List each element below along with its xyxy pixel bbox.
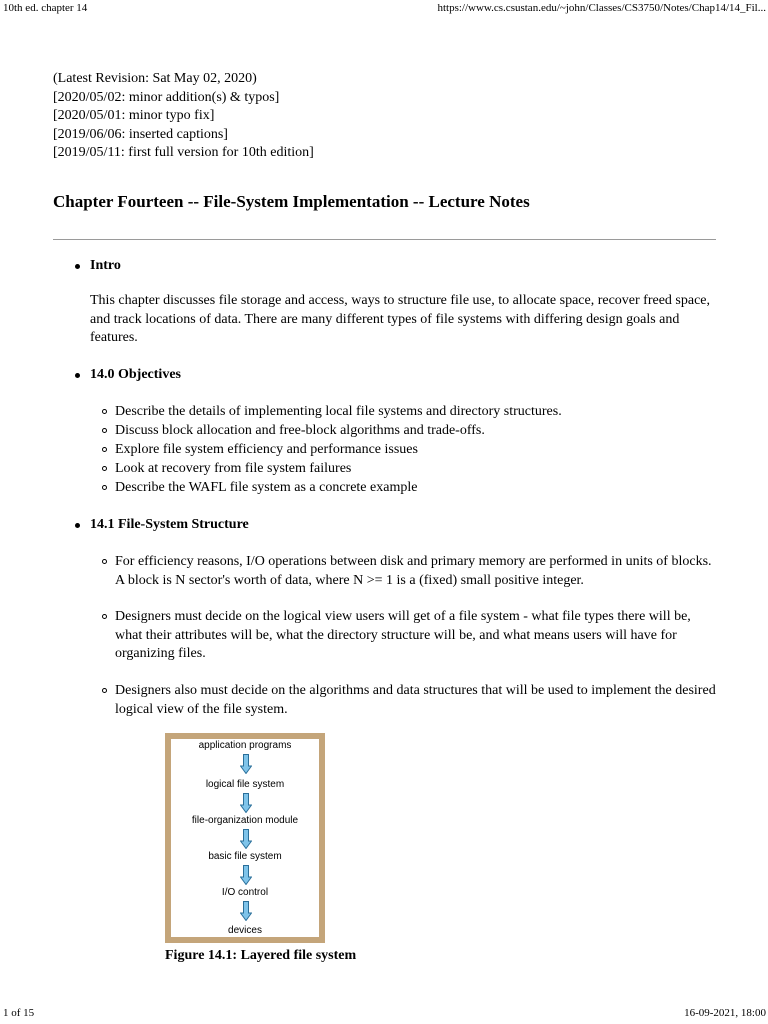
circle-bullet-icon <box>102 688 107 693</box>
layer-label: logical file system <box>205 779 285 790</box>
print-datetime: 16-09-2021, 18:00 <box>684 1007 766 1019</box>
print-header-url[interactable]: https://www.cs.csustan.edu/~john/Classes/CS3750/Notes/Chap14/14_Fil... <box>437 2 766 14</box>
structure-item: Designers also must decide on the algorithms and data structures that will be used to implement the desired logical view of the file system. <box>115 682 719 719</box>
layer-label: application programs <box>198 740 292 751</box>
document-content <box>53 70 723 213</box>
revision-list <box>53 70 723 163</box>
circle-bullet-icon <box>102 409 107 414</box>
objective-item: Look at recovery from file system failures <box>115 460 719 479</box>
down-arrow-icon <box>240 793 252 813</box>
objective-item: Discuss block allocation and free-block algorithms and trade-offs. <box>115 422 719 441</box>
layered-file-system-figure <box>165 733 325 943</box>
objective-item: Explore file system efficiency and performance issues <box>115 441 719 460</box>
revision-line: [2019/05/11: first full version for 10th edition] <box>53 145 314 160</box>
revision-line: [2020/05/02: minor addition(s) & typos] <box>53 89 280 105</box>
print-header <box>0 0 768 16</box>
down-arrow-icon <box>240 901 252 921</box>
layer-label: devices <box>228 925 262 936</box>
figure-caption: Figure 14.1: Layered file system <box>165 948 357 963</box>
intro-text: This chapter discusses file storage and access, ways to structure file use, to allocate space, recover freed space, and track locations of data. There are many different types of file systems with differing design goals and features. <box>90 293 711 345</box>
bullet-icon <box>75 373 80 378</box>
print-header-title: 10th ed. chapter 14 <box>3 2 88 14</box>
revision-line: (Latest Revision: Sat May 02, 2020) <box>53 71 257 86</box>
down-arrow-icon <box>240 865 252 885</box>
structure-item: For efficiency reasons, I/O operations between disk and primary memory are performed in units of blocks. A block is N sector's worth of data, where N >= 1 is a (fixed) small positive integer. <box>115 553 719 590</box>
intro-heading: Intro <box>90 258 121 273</box>
section-divider <box>53 239 716 240</box>
layer-label: basic file system <box>208 851 282 862</box>
circle-bullet-icon <box>102 466 107 471</box>
circle-bullet-icon <box>102 428 107 433</box>
figure-canvas <box>171 739 319 937</box>
circle-bullet-icon <box>102 447 107 452</box>
structure-item: Designers must decide on the logical view users will get of a file system - what file types there will be, what their attributes will be, what the directory structure will be, and what means users will have for organizing files. <box>115 608 719 664</box>
chapter-title: Chapter Fourteen -- File-System Implementation -- Lecture Notes <box>53 191 530 211</box>
revision-line: [2020/05/01: minor typo fix] <box>53 108 215 123</box>
bullet-icon <box>75 264 80 269</box>
objectives-heading: 14.0 Objectives <box>90 367 181 382</box>
circle-bullet-icon <box>102 614 107 619</box>
page-number: 1 of 15 <box>3 1007 35 1019</box>
down-arrow-icon <box>240 829 252 849</box>
circle-bullet-icon <box>102 485 107 490</box>
layer-label: file-organization module <box>191 815 299 826</box>
layer-label: I/O control <box>221 887 269 898</box>
objective-item: Describe the WAFL file system as a concrete example <box>115 479 719 498</box>
structure-heading: 14.1 File-System Structure <box>90 517 249 532</box>
print-footer <box>0 1006 768 1024</box>
revision-line: [2019/06/06: inserted captions] <box>53 126 228 142</box>
circle-bullet-icon <box>102 559 107 564</box>
bullet-icon <box>75 523 80 528</box>
down-arrow-icon <box>240 754 252 774</box>
objective-item: Describe the details of implementing local file systems and directory structures. <box>115 403 719 422</box>
